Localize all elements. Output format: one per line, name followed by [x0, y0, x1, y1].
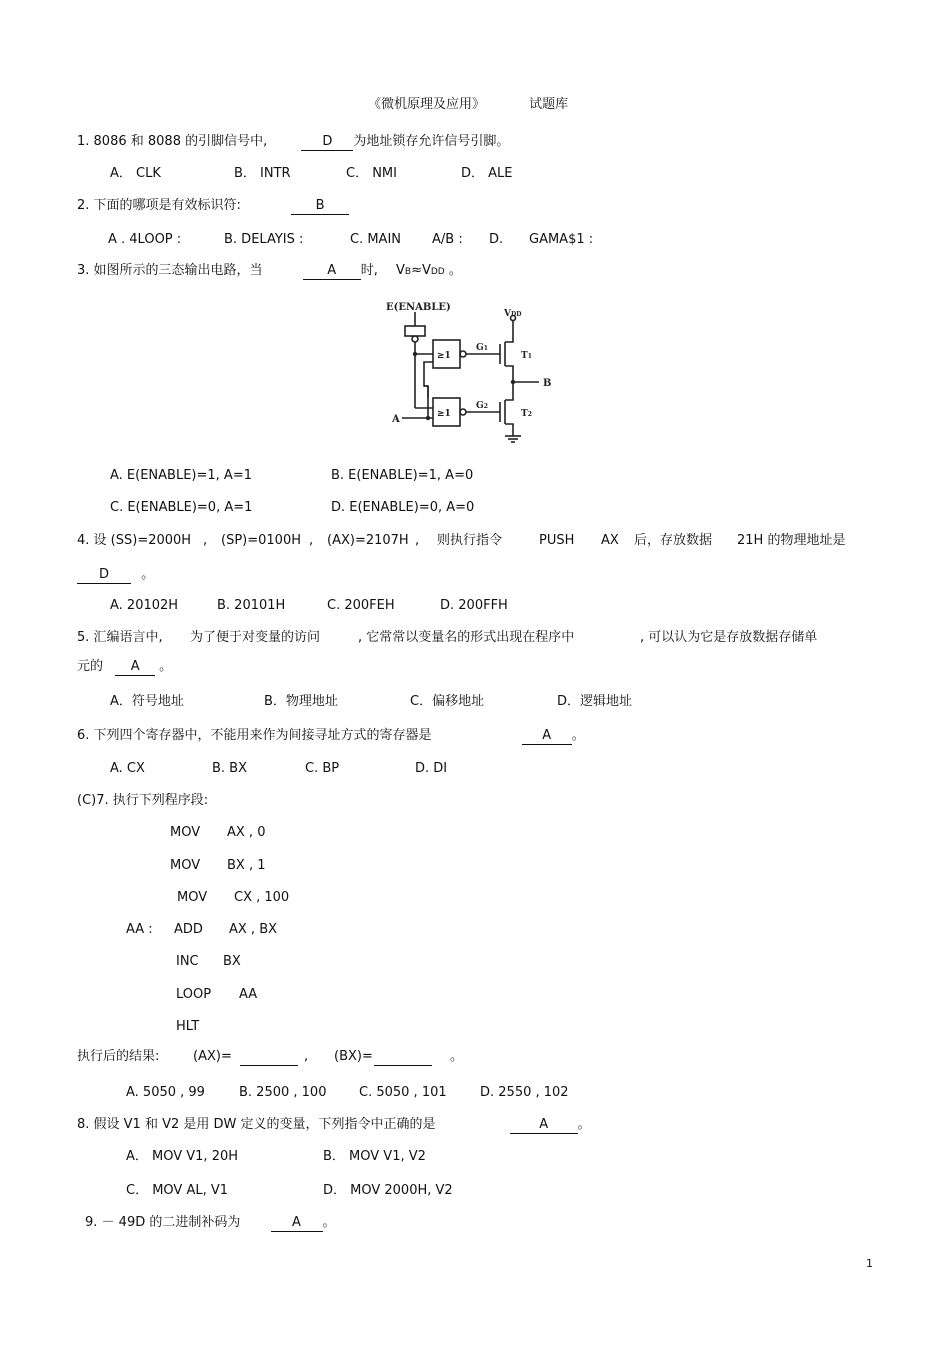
- page-number: 1: [866, 1257, 873, 1270]
- q7-bx-label: (BX)=: [334, 1049, 373, 1064]
- answer-blank: D: [301, 134, 353, 151]
- q4-part-1: 4. 设 (SS)=2000H: [77, 533, 192, 548]
- code-line-6-op: LOOP: [176, 987, 212, 1002]
- t1-label: T1: [521, 351, 532, 361]
- q7-end: 。: [450, 1049, 464, 1064]
- q4-part-2: ,: [203, 533, 208, 548]
- q4-part-5: (AX)=2107H: [327, 533, 409, 548]
- q4-part-3: (SP)=0100H: [221, 533, 301, 548]
- answer-blank: A: [271, 1215, 323, 1232]
- gate2-symbol: ≥1: [437, 409, 451, 419]
- q2-option-d-value: GAMA$1 :: [529, 232, 594, 247]
- answer-blank: A: [303, 263, 361, 280]
- q5-option-c: C．偏移地址: [410, 694, 485, 709]
- q7-separator: ,: [304, 1049, 309, 1064]
- answer-blank: A: [510, 1117, 578, 1134]
- q4-part-10: 后，存放数据: [634, 533, 713, 548]
- q3-option-a: A. E(ENABLE)=1, A=1: [110, 468, 252, 483]
- t2-label: T2: [521, 409, 532, 419]
- q5-option-b: B．物理地址: [264, 694, 338, 709]
- q4-part-11: 21H 的物理地址是: [737, 533, 846, 548]
- q8-option-a: A． MOV V1, 20H: [126, 1149, 239, 1164]
- code-line-2-args: BX , 1: [227, 858, 266, 873]
- code-line-2-op: MOV: [170, 858, 201, 873]
- code-line-1-args: AX , 0: [227, 825, 266, 840]
- inverter-bubble: [412, 336, 418, 342]
- q5-option-a: A．符号地址: [110, 694, 184, 709]
- q7-ax-label: (AX)=: [193, 1049, 232, 1064]
- code-line-4-op: ADD: [174, 922, 203, 937]
- q5-part-1: 5. 汇编语言中,: [77, 630, 163, 645]
- q8-option-d: D． MOV 2000H, V2: [323, 1183, 453, 1198]
- q4-option-a: A. 20102H: [110, 598, 179, 613]
- answer-blank: B: [291, 198, 349, 215]
- q7-option-d: D. 2550 , 102: [480, 1085, 569, 1100]
- q1-option-b: B． INTR: [234, 166, 291, 181]
- q4-option-b: B. 20101H: [217, 598, 286, 613]
- enable-label: E(ENABLE): [386, 302, 451, 313]
- question-6: 6. 下列四个寄存器中，不能用来作为间接寻址方式的寄存器是 A 。: [77, 728, 585, 743]
- q8-option-c: C． MOV AL, V1: [126, 1183, 229, 1198]
- question-3: 3. 如图所示的三态输出电路，当 A 时, VB≈VDD 。: [77, 263, 462, 278]
- q4-part-4: ,: [309, 533, 314, 548]
- q4-part-7: 则执行指令: [437, 533, 503, 548]
- code-line-1-op: MOV: [170, 825, 201, 840]
- q6-option-b: B. BX: [212, 761, 248, 776]
- q5-option-d: D．逻辑地址: [557, 694, 633, 709]
- q6-option-a: A. CX: [110, 761, 145, 776]
- code-line-7-op: HLT: [176, 1019, 200, 1034]
- q4-part-8: PUSH: [539, 533, 575, 548]
- q7-option-b: B. 2500 , 100: [239, 1085, 327, 1100]
- q1-option-c: C． NMI: [346, 166, 397, 181]
- q2-option-d: D.: [489, 232, 504, 247]
- code-line-4-label: AA :: [126, 922, 153, 937]
- q5-answer-line: 元的 A 。: [77, 659, 173, 674]
- code-line-5-args: BX: [223, 954, 241, 969]
- q4-answer-line: D 。: [77, 567, 154, 584]
- q5-part-3: , 它常常以变量名的形式出现在程序中: [358, 630, 575, 645]
- q4-option-c: C. 200FEH: [327, 598, 395, 613]
- q6-option-d: D. DI: [415, 761, 448, 776]
- code-line-6-args: AA: [239, 987, 258, 1002]
- q5-part-2: 为了便于对变量的访问: [190, 630, 321, 645]
- q7-bx-blank: [374, 1049, 432, 1066]
- g2-label: G2: [476, 401, 488, 411]
- q7-option-c: C. 5050 , 101: [359, 1085, 447, 1100]
- answer-blank: D: [77, 567, 131, 584]
- q4-part-9: AX: [601, 533, 619, 548]
- q3-option-c: C. E(ENABLE)=0, A=1: [110, 500, 253, 515]
- q5-part-4: , 可以认为它是存放数据存储单: [640, 630, 818, 645]
- code-line-4-args: AX , BX: [229, 922, 278, 937]
- g1-label: G1: [476, 343, 488, 353]
- q4-part-6: ,: [415, 533, 420, 548]
- q2-option-a: A . 4LOOP :: [108, 232, 182, 247]
- enable-inverter: [405, 326, 425, 336]
- q7-ax-blank: [240, 1049, 298, 1066]
- input-a-label: A: [392, 414, 400, 425]
- question-8: 8. 假设 V1 和 V2 是用 DW 定义的变量，下列指令中正确的是 A 。: [77, 1117, 591, 1132]
- code-line-5-op: INC: [176, 954, 199, 969]
- question-7: (C)7. 执行下列程序段:: [77, 793, 209, 808]
- doc-title: 《微机原理及应用》 试题库: [368, 97, 569, 112]
- q1-option-a: A． CLK: [110, 166, 161, 181]
- q2-option-b: B. DELAYIS :: [224, 232, 304, 247]
- vdd-label: VDD: [504, 309, 522, 319]
- answer-blank: A: [522, 728, 572, 745]
- tristate-circuit-diagram: [384, 298, 554, 448]
- gate1-symbol: ≥1: [437, 351, 451, 361]
- q2-option-c: C. MAIN: [350, 232, 402, 247]
- q6-option-c: C. BP: [305, 761, 340, 776]
- code-line-3-args: CX , 100: [234, 890, 290, 905]
- q1-option-d: D． ALE: [461, 166, 513, 181]
- output-b-label: B: [543, 378, 552, 389]
- q4-option-d: D. 200FFH: [440, 598, 508, 613]
- question-1: 1. 8086 和 8088 的引脚信号中, D 为地址锁存允许信号引脚。: [77, 134, 510, 149]
- answer-blank: A: [115, 659, 155, 676]
- q3-option-b: B. E(ENABLE)=1, A=0: [331, 468, 474, 483]
- q2-option-c-cont: A/B :: [432, 232, 463, 247]
- question-9: 9. － 49D 的二进制补码为 A 。: [85, 1215, 336, 1230]
- q7-result-label: 执行后的结果:: [77, 1049, 160, 1064]
- question-2: 2. 下面的哪项是有效标识符: B: [77, 198, 349, 215]
- q8-option-b: B． MOV V1, V2: [323, 1149, 426, 1164]
- q3-option-d: D. E(ENABLE)=0, A=0: [331, 500, 475, 515]
- q7-option-a: A. 5050 , 99: [126, 1085, 205, 1100]
- code-line-3-op: MOV: [177, 890, 208, 905]
